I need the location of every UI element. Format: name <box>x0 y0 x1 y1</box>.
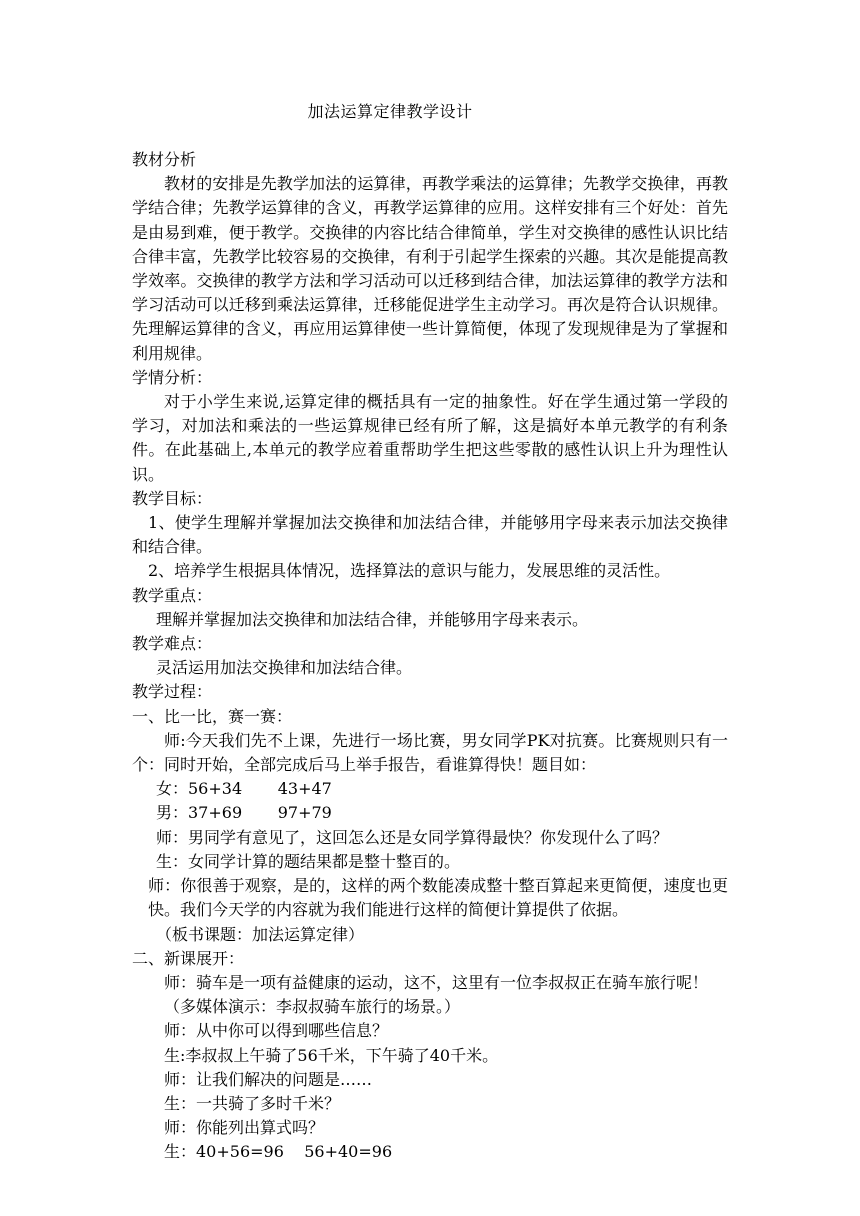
process-part-2-line-5: 师：让我们解决的问题是…… <box>164 1069 373 1089</box>
teaching-goal-1: 1、使学生理解并掌握加法交换律和加法结合律，并能够用字母来表示加法交换律和结合律。 <box>132 513 728 557</box>
teaching-goal-2: 2、培养学生根据具体情况，选择算法的意识与能力，发展思维的灵活性。 <box>148 561 671 581</box>
document-body <box>132 148 728 1165</box>
paragraph-student-analysis: 对于小学生来说,运算定律的概括具有一定的抽象性。好在学生通过第一学段的学习，对加法和乘法的一些运算规律已经有所了解，这是搞好本单元教学的有利条件。在此基础上,本单元的教学应着重帮助学生把这些零散的感性认识上升为理性认识。 <box>132 392 728 484</box>
process-part-2-line-7: 师：你能列出算式吗？ <box>164 1118 325 1138</box>
process-part-1-line-2: 女：56+34 43+47 <box>156 779 332 799</box>
section-heading-teaching-process: 教学过程： <box>132 682 213 702</box>
section-heading-textbook-analysis: 教材分析 <box>132 150 197 169</box>
paragraph-difficulties: 灵活运用加法交换律和加法结合律。 <box>156 658 413 678</box>
process-part-2-line-4: 生:李叔叔上午骑了56千米，下午骑了40千米。 <box>164 1045 499 1065</box>
process-part-1-line-5: 生：女同学计算的题结果都是整十整百的。 <box>156 851 461 871</box>
process-part-2-line-6: 生：一共骑了多时千米？ <box>164 1093 341 1113</box>
process-part-1-line-3: 男：37+69 97+79 <box>156 803 332 823</box>
section-heading-teaching-goals: 教学目标： <box>132 488 213 508</box>
process-part-1-line-1: 师:今天我们先不上课，先进行一场比赛，男女同学PK对抗赛。比赛规则只有一个：同时开始，全部完成后马上举手报告，看谁算得快！题目如： <box>132 730 728 775</box>
section-heading-difficulties: 教学难点： <box>132 634 213 654</box>
process-part-2-line-1: 师：骑车是一项有益健康的运动，这不，这里有一位李叔叔正在骑车旅行呢！ <box>164 972 709 992</box>
process-part-2-line-2: （多媒体演示：李叔叔骑车旅行的场景。） <box>164 997 461 1017</box>
process-part-1-line-4: 师：男同学有意见了，这回怎么还是女同学算得最快？你发现什么了吗？ <box>156 827 669 847</box>
process-part-1-line-7: （板书课题：加法运算定律） <box>156 924 365 944</box>
section-heading-student-analysis: 学情分析： <box>132 367 213 387</box>
process-part-1-line-6: 师：你很善于观察，是的，这样的两个数能凑成整十整百算起来更简便，速度也更快。我们今天学的内容就为我们能进行这样的简便计算提供了依据。 <box>148 876 728 920</box>
process-part-1-heading: 一、比一比，赛一赛： <box>132 706 293 726</box>
section-heading-key-points: 教学重点： <box>132 585 213 605</box>
paragraph-key-points: 理解并掌握加法交换律和加法结合律，并能够用字母来表示。 <box>156 609 589 629</box>
paragraph-textbook-analysis: 教材的安排是先教学加法的运算律，再教学乘法的运算律；先教学交换律，再教学结合律；先教学运算律的含义，再教学运算律的应用。这样安排有三个好处：首先是由易到难，便于教学。交换律的内容比结合律简单，学生对交换律的感性认识比结合律丰富，先教学比较容易的交换律，有利于引起学生探索的兴趣。其次是能提高教学效率。交换律的教学方法和学习活动可以迁移到结合律，加法运算律的教学方法和学习活动可以迁移到乘法运算律，迁移能促进学生主动学习。再次是符合认识规律。先理解运算律的含义，再应用运算律使一些计算简便，体现了发现规律是为了掌握和利用规律。 <box>132 174 728 363</box>
process-part-2-line-8: 生：40+56=96 56+40=96 <box>164 1142 393 1162</box>
document-title: 加法运算定律教学设计 <box>307 102 473 121</box>
process-part-2-heading: 二、新课展开： <box>132 948 245 968</box>
process-part-2-line-3: 师：从中你可以得到哪些信息？ <box>164 1021 389 1041</box>
